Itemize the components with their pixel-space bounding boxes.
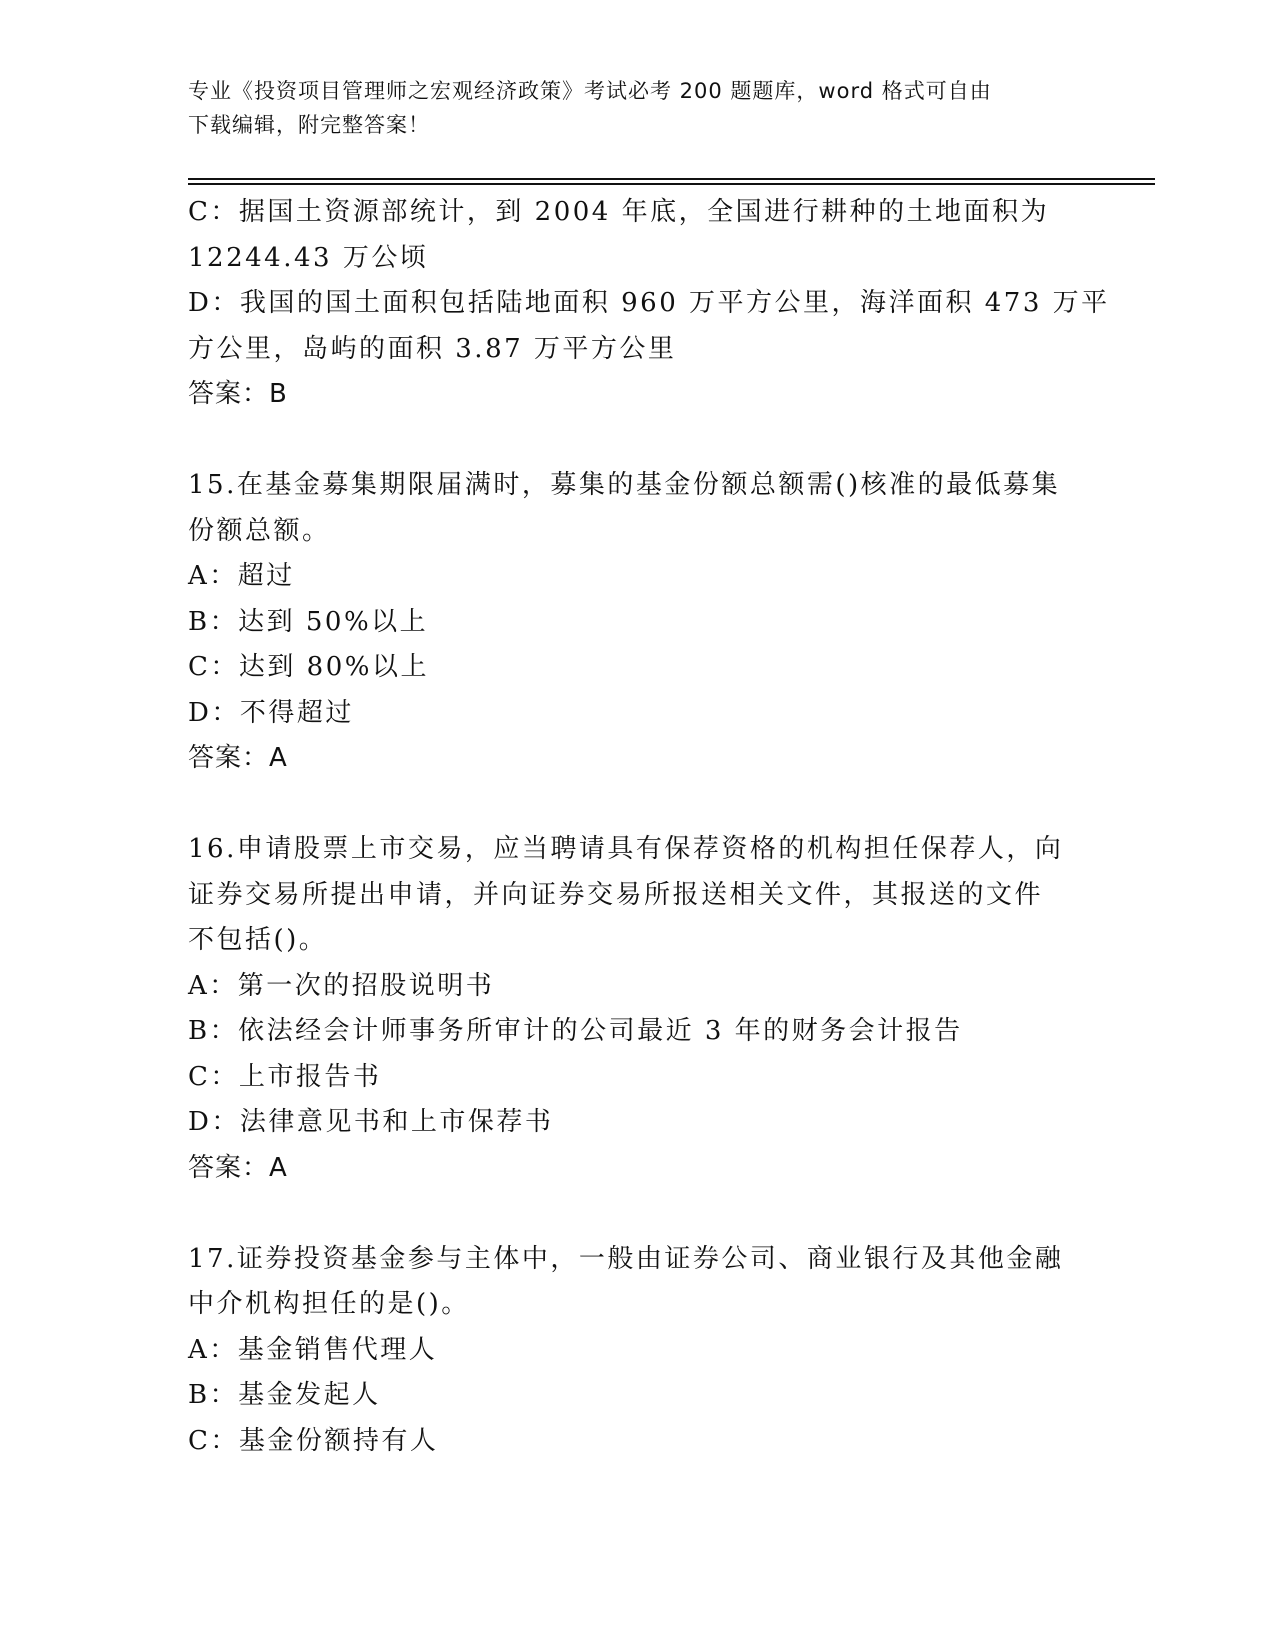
- question-stem-line-1: 15.在基金募集期限届满时，募集的基金份额总额需()核准的最低募集: [188, 470, 1061, 500]
- option-a: A：基金销售代理人: [188, 1334, 438, 1365]
- option-a: A：第一次的招股说明书: [188, 970, 495, 1001]
- question-block-16: [188, 827, 1088, 1191]
- option-b: B：依法经会计师事务所审计的公司最近 3 年的财务会计报告: [188, 1016, 963, 1046]
- question-stem-line-2: 中介机构担任的是()。: [188, 1289, 470, 1319]
- option-c: C：达到 80%以上: [188, 652, 429, 682]
- document-header: [188, 74, 1068, 142]
- spacer: [188, 782, 1088, 828]
- option-d-line-2: 方公里，岛屿的面积 3.87 万平方公里: [188, 333, 677, 364]
- header-divider-bottom: [188, 183, 1155, 185]
- option-d: D：不得超过: [188, 697, 354, 728]
- option-c: C：基金份额持有人: [188, 1425, 439, 1456]
- option-d: D：法律意见书和上市保荐书: [188, 1107, 554, 1137]
- question-block-17: [188, 1237, 1088, 1465]
- question-block-14-tail: [188, 190, 1110, 418]
- answer-line: 答案：B: [188, 379, 288, 409]
- option-b: B：基金发起人: [188, 1380, 381, 1410]
- option-d-line-1: D：我国的国土面积包括陆地面积 960 万平方公里，海洋面积 473 万平: [188, 288, 1110, 318]
- header-divider-top: [188, 178, 1155, 180]
- question-stem-line-1: 16.申请股票上市交易，应当聘请具有保荐资格的机构担任保荐人，向: [188, 834, 1064, 864]
- question-stem-line-1: 17.证券投资基金参与主体中，一般由证券公司、商业银行及其他金融: [188, 1243, 1064, 1274]
- question-stem-line-3: 不包括()。: [188, 925, 328, 955]
- option-c: C：上市报告书: [188, 1061, 382, 1092]
- question-stem-line-2: 份额总额。: [188, 515, 331, 546]
- option-b: B：达到 50%以上: [188, 606, 429, 637]
- option-c-line-2: 12244.43 万公顷: [188, 242, 429, 273]
- header-line-1: 专业《投资项目管理师之宏观经济政策》考试必考 200 题题库，word 格式可自由: [188, 79, 992, 103]
- spacer: [188, 418, 1088, 464]
- answer-line: 答案：A: [188, 743, 288, 773]
- option-a: A：超过: [188, 561, 295, 591]
- header-line-2: 下载编辑，附完整答案！: [188, 113, 430, 137]
- question-content: [188, 190, 1110, 1464]
- answer-line: 答案：A: [188, 1152, 288, 1183]
- spacer: [188, 1191, 1088, 1237]
- question-stem-line-2: 证券交易所提出申请，并向证券交易所报送相关文件，其报送的文件: [188, 879, 1044, 910]
- option-c-line-1: C：据国土资源部统计，到 2004 年底，全国进行耕种的土地面积为: [188, 197, 1050, 227]
- question-block-15: [188, 463, 1088, 782]
